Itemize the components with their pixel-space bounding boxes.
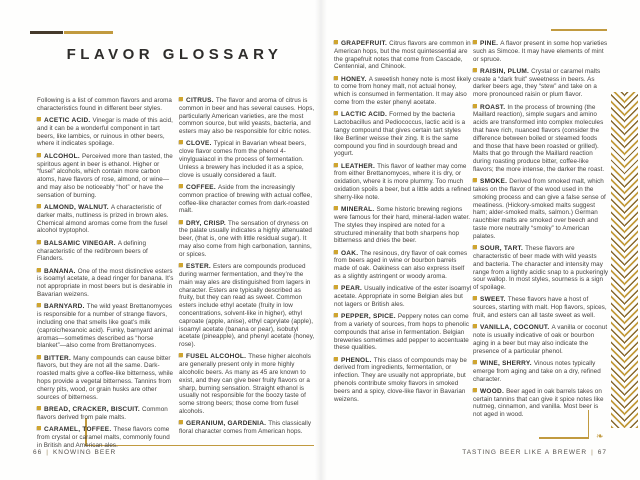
entry-text: The flavor and aroma of citrus is common in beer and has several causes. Hops, particularly American varieties, are the most common source, but wild yeasts, bacteria, and esters may also be responsible for citric notes.: [179, 97, 315, 136]
glossary-column-1: [37, 97, 174, 454]
bullet-square-icon: [179, 140, 183, 144]
entry-term: ALMOND, WALNUT.: [44, 204, 111, 212]
glossary-entry: [473, 245, 609, 292]
entry-text: Vinegar is made of this acid, and it can be a wonderful component in tart beers, like lambics, or ruinous in other beers, where it indicates spoilage.: [37, 117, 173, 148]
glossary-entry: [334, 250, 472, 281]
glossary-entry: [179, 140, 317, 179]
glossary-entry: [37, 406, 174, 422]
glossary-entry: [37, 204, 174, 235]
bullet-square-icon: [37, 153, 41, 157]
entry-term: OAK.: [341, 249, 361, 257]
fleuron-ornament-icon: ❧: [596, 432, 604, 442]
glossary-entry: [473, 104, 609, 174]
entry-text: Typical in Bavarian wheat beers, clove flavor comes from the phenol 4-vinylguaiacol in the process of fermentation. Unless a brewery has included it as a spice, clove is usually considered a fault.: [179, 140, 307, 179]
page-number-left: 66: [33, 449, 43, 456]
entry-term: GRAPEFRUIT.: [341, 40, 390, 47]
entry-text: Peppery notes can come from a variety of sources, from hops to phenolic compounds that arise in fermentation. Belgian breweries sometimes add pepper to accentuate these qualities.: [334, 313, 470, 352]
entry-term: COFFEE.: [186, 183, 218, 191]
bullet-square-icon: [473, 104, 477, 108]
entry-term: ROAST.: [480, 103, 508, 111]
entry-text: A sweetish honey note is most likely to come from honey malt, not actual honey, which is consumed in fermentation. It may also come from the ester phenyl acetate.: [334, 75, 472, 107]
entry-text: Many compounds can cause bitter flavors, but they are not all the same. Dark-roasted malts give a coffee-like bitterness, while hops provide a vegetal bitterness. Tannins from cherry pits, wood, or grain husks are other sources of bitterness.: [37, 354, 174, 401]
entry-term: SOUR, TART.: [480, 245, 526, 253]
glossary-entry: [334, 285, 472, 308]
bullet-square-icon: [334, 250, 338, 254]
page-number-right: 67: [597, 449, 607, 456]
glossary-column-2: [179, 97, 317, 440]
entry-term: ACETIC ACID.: [44, 117, 93, 125]
bullet-square-icon: [334, 76, 338, 80]
glossary-entry: [37, 240, 174, 263]
glossary-entry: [37, 303, 174, 350]
entry-text: A characteristic of darker malts, nuttiness is prized in brown ales. Chemical almond aromas come from the fusel alcohol tryptophol.: [37, 204, 169, 235]
entry-term: CARAMEL, TOFFEE.: [44, 425, 114, 433]
entry-text: A vanilla or coconut note is usually indicative of oak or bourbon aging in a beer but may also indicate the presence of a particular phenol.: [473, 324, 608, 355]
entry-text: A defining characteristic of the red/brown beers of Flanders.: [37, 239, 148, 263]
chapter-title-right: TASTING BEER LIKE A BREWER: [462, 449, 588, 456]
glossary-entry: [179, 263, 317, 349]
herringbone-border-icon: [611, 92, 638, 428]
glossary-entry: [334, 111, 472, 158]
bullet-square-icon: [179, 184, 183, 188]
bullet-square-icon: [179, 353, 183, 357]
entry-term: BITTER.: [44, 354, 74, 362]
bullet-square-icon: [37, 204, 41, 208]
bullet-square-icon: [473, 40, 477, 44]
glossary-entry: [334, 163, 472, 202]
bullet-square-icon: [179, 263, 183, 267]
entry-text: This class of compounds may be derived from ingredients, fermentation, or infection. They are usually not appropriate, but phenols contribute smoky flavors in smoked beers and a spicy, clove-like flavor in Bavarian weizens.: [334, 356, 467, 403]
glossary-entry: [473, 68, 609, 99]
footer-separator: |: [46, 449, 49, 456]
footer-left: [33, 449, 116, 456]
bullet-square-icon: [37, 355, 41, 359]
glossary-entry: [334, 313, 472, 352]
bullet-square-icon: [179, 420, 183, 424]
glossary-entry: [473, 296, 609, 319]
glossary-entry: [334, 76, 472, 107]
bottom-right-gold-rule-horizontal: [539, 437, 589, 439]
herringbone-right-half: [625, 92, 639, 428]
herringbone-left-half: [611, 92, 625, 428]
entry-text: The resinous, dry flavor of oak comes from beers aged in wine or bourbon barrels made of oak. Oakiness can also express itself as a slightly astringent or woody aroma.: [334, 249, 468, 281]
bullet-square-icon: [334, 313, 338, 317]
entry-term: HONEY.: [341, 75, 369, 83]
entry-text: In the process of browning (the Maillard reaction), simple sugars and amino acids are transformed into complex molecules that have rich, nuanced flavors (consider the difference between boiled or steamed foods and those that have been roasted or grilled). Malts that go through the Maillard reaction during roasting produce bitter, coffee-like flavors; the more intense, the darker the roast.: [473, 103, 605, 173]
entry-text: A flavor present in some hop varieties such as Simcoe. It may have elements of mint or spruce.: [473, 40, 608, 63]
entry-text: Following is a list of common flavors and aroma characteristics found in different beer styles.: [37, 97, 172, 112]
glossary-entry: [334, 40, 472, 71]
entry-text: Some historic brewing regions were famous for their hard, mineral-laden water. The styles they inspired are noted for a structured minerality that both sharpens hop bitterness and dries the beer.: [334, 206, 471, 245]
bullet-square-icon: [473, 324, 477, 328]
entry-text: Crystal or caramel malts create a “dark fruit” sweetness in beers. As darker beers age, they “stew” and take on a more pronounced raisin or plum flavor.: [473, 67, 601, 99]
entry-term: WOOD.: [480, 387, 507, 395]
entry-term: SWEET.: [480, 296, 508, 304]
bullet-square-icon: [334, 40, 338, 44]
glossary-entry: [37, 268, 174, 299]
bullet-square-icon: [473, 68, 477, 72]
glossary-entry: [37, 426, 174, 449]
entry-term: PEAR.: [341, 285, 365, 293]
entry-text: Aside from the increasingly common practice of brewing with actual coffee, coffee-like character comes from dark-roasted malt.: [179, 183, 313, 215]
bullet-square-icon: [334, 285, 338, 289]
entry-text: Esters are compounds produced during warmer fermentation, and they’re the main way ales are distinguished from lagers in character. Esters are typically described as fruity, but they can read as sweet. Common esters include ethyl acetate (fruity in low concentrations, solvent-like in higher), ethyl caproate (apple, anise), ethyl caprylate (apple), isoamyl acetate (banana or pear), isobutyl acetate (pineapple), and phenyl acetate (honey, rose).: [179, 263, 315, 349]
entry-term: ALCOHOL.: [44, 152, 82, 160]
top-right-gold-rule: [551, 29, 607, 31]
bullet-square-icon: [37, 426, 41, 430]
entry-text: These flavors have a host of sources, starting with malt. Hop flavors, spices, fruit, and esters can all taste sweet as well.: [473, 296, 607, 319]
page-title: FLAVOR GLOSSARY: [66, 46, 283, 64]
entry-text: This classically floral character comes from American hops.: [179, 420, 312, 436]
entry-term: DRY, CRISP.: [186, 219, 229, 227]
bullet-square-icon: [334, 163, 338, 167]
entry-term: BALSAMIC VINEGAR.: [44, 239, 118, 247]
entry-text: Citrus flavors are common in American hops, but the most quintessential are the grapefruit notes that come from Cascade, Centennial, and Chinook.: [334, 40, 471, 71]
bullet-square-icon: [179, 97, 183, 101]
glossary-entry: [37, 117, 174, 148]
bullet-square-icon: [37, 406, 41, 410]
entry-term: CLOVE.: [186, 140, 214, 148]
bullet-square-icon: [473, 296, 477, 300]
top-left-gold-rule: [64, 31, 113, 34]
chapter-title-left: KNOWING BEER: [52, 449, 117, 456]
glossary-column-4: [473, 40, 609, 424]
entry-term: WINE, SHERRY.: [480, 359, 534, 367]
bullet-square-icon: [473, 360, 477, 364]
entry-text: Vinous notes typically emerge from aging and take on a dry, refined character.: [473, 359, 601, 383]
glossary-entry: [473, 388, 609, 419]
entry-text: This flavor of leather may come from either Brettanomyces, where it is dry, or oxidation, where it is more plummy. Too much oxidation spoils a beer, but a little adds a refined sherry-like note.: [334, 162, 472, 201]
glossary-entry: [473, 324, 609, 355]
glossary-entry: [334, 206, 472, 245]
glossary-entry: [179, 220, 317, 259]
entry-term: BANANA.: [44, 267, 78, 275]
glossary-column-3: [334, 40, 472, 408]
glossary-entry: [179, 184, 317, 215]
bullet-square-icon: [37, 240, 41, 244]
entry-term: RAISIN, PLUM.: [480, 67, 532, 75]
bullet-square-icon: [37, 117, 41, 121]
footer-separator: |: [591, 449, 594, 456]
entry-text: These flavors are characteristic of beer made with wild yeasts and bacteria. The character and intensity may range from a lightly acidic snap to a puckeringly sour wallop. In most styles, sourness is a sign of spoilage.: [473, 245, 609, 292]
glossary-entry: [473, 178, 609, 240]
entry-text: These higher alcohols are generally present only in more highly alcoholic beers. As many as 45 are known to exist, and they can give beer fruity flavors or a sharp, burning sensation. Straight ethanol is usually not responsible for the boozy taste of some strong beers; those come from fusel alcohols.: [179, 353, 311, 415]
entry-term: FUSEL ALCOHOL.: [186, 353, 249, 361]
glossary-entry: [179, 353, 317, 415]
glossary-entry: [179, 97, 317, 136]
bullet-square-icon: [334, 357, 338, 361]
entry-term: GERANIUM, GARDENIA.: [186, 420, 269, 428]
entry-term: LEATHER.: [341, 162, 378, 170]
entry-term: BARNYARD.: [44, 303, 87, 311]
entry-text: Derived from smoked malt, which takes on the flavor of the wood used in the smoking process and can give a false sense of meatiness. (Hickory-smoked malts suggest ham; alder-smoked malts, salmon.) German rauchbier malts are smoked over beech and taste more neutrally “smoky” to American palates.: [473, 178, 606, 240]
entry-text: Usually indicative of the ester isoamyl acetate. Appropriate in some Belgian ales but not lagers or British ales.: [334, 285, 472, 308]
entry-term: VANILLA, COCONUT.: [480, 324, 552, 332]
entry-term: CITRUS.: [186, 97, 216, 104]
bullet-square-icon: [334, 206, 338, 210]
footer-right: [462, 449, 607, 456]
bullet-square-icon: [37, 303, 41, 307]
glossary-entry: [334, 357, 472, 404]
glossary-entry: [37, 355, 174, 402]
bullet-square-icon: [37, 268, 41, 272]
entry-text: Formed by the bacteria Lactobacillus and Pediococcus, lactic acid is a tangy compound that gives certain tart styles like Berliner weisse their zing. It is the same compound you find in sourdough bread and yogurt.: [334, 111, 466, 158]
entry-text: Common flavors derived from pale malts.: [37, 405, 168, 421]
entry-term: BREAD, CRACKER, BISCUIT.: [44, 405, 142, 413]
entry-term: LACTIC ACID.: [341, 111, 390, 119]
entry-term: MINERAL.: [341, 206, 377, 214]
entry-text: The sensation of dryness on the palate usually indicates a highly attenuated beer, (that is, one with little residual sugar). It may also come from high carbonation, tannins, or spices.: [179, 219, 312, 258]
bullet-square-icon: [179, 220, 183, 224]
glossary-entry: [179, 420, 317, 436]
glossary-entry: [37, 97, 174, 113]
entry-term: PEPPER, SPICE.: [341, 313, 398, 321]
glossary-entry: [473, 40, 609, 63]
entry-text: These flavors come from crystal or caramel malts, commonly found in British and American ales.: [37, 425, 170, 449]
bullet-square-icon: [334, 111, 338, 115]
entry-text: Beer aged in oak barrels takes on certain tannins that can give it spice notes like nutmeg, cinnamon, and vanilla. Most beer is not aged in wood.: [473, 387, 604, 419]
bullet-square-icon: [473, 178, 477, 182]
glossary-entry: [37, 153, 174, 200]
entry-term: ESTER.: [186, 263, 214, 271]
entry-text: One of the most distinctive esters is isoamyl acetate, a dead ringer for banana. It’s not appropriate in most beers but is desirable in Bavarian weizens.: [37, 267, 174, 299]
entry-term: PINE.: [480, 40, 501, 47]
bullet-square-icon: [473, 388, 477, 392]
entry-text: The wild yeast Brettanomyces is responsible for a number of strange flavors, including one that smells like goat’s milk (caproic/hexanoic acid). Funky, barnyard animal aromas—sometimes described as “horse blanket”—also come from Brettanomyces.: [37, 303, 173, 350]
entry-text: Perceived more than tasted, the spiritous agent in beer is ethanol. Higher or “fusel” alcohols, which contain more carbon atoms, have flavors of rose, almond, or wine—and may also be noticeably “hot” or have the sensation of burning.: [37, 152, 173, 199]
top-left-dark-rule: [30, 31, 63, 34]
bullet-square-icon: [473, 245, 477, 249]
glossary-entry: [473, 360, 609, 383]
entry-term: PHENOL.: [341, 356, 374, 364]
entry-term: SMOKE.: [480, 178, 510, 186]
